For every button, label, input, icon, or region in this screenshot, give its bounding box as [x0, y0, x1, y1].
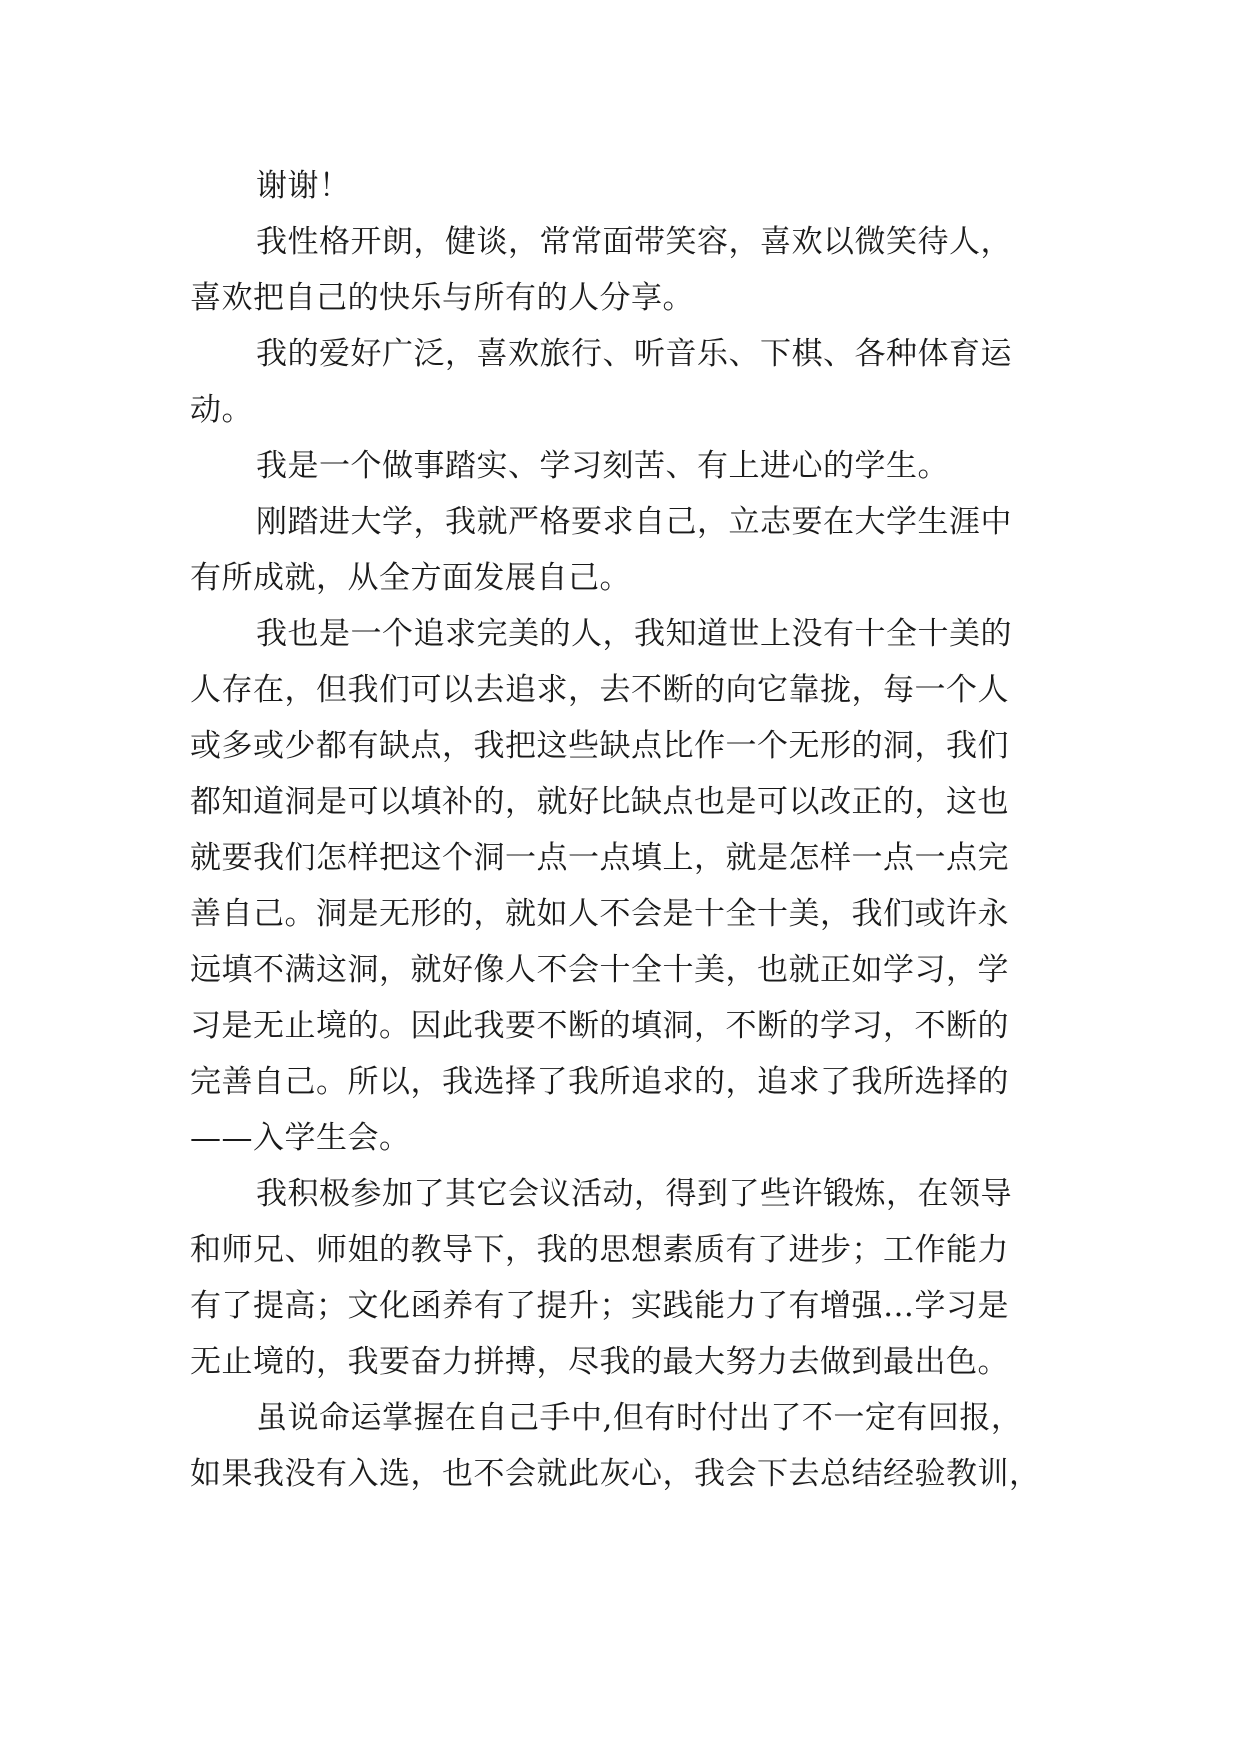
- text-line: 有所成就，从全方面发展自己。: [190, 560, 631, 596]
- paragraph-first-line: 我是一个做事踏实、学习刻苦、有上进心的学生。: [256, 448, 949, 484]
- document-body: [190, 158, 1065, 1502]
- paragraph-first-line: 我积极参加了其它会议活动，得到了些许锻炼，在领导: [256, 1176, 1012, 1212]
- paragraph-first-line: 刚踏进大学，我就严格要求自己，立志要在大学生涯中: [256, 504, 1012, 540]
- text-line: 就要我们怎样把这个洞一点一点填上，就是怎样一点一点完: [190, 840, 1009, 876]
- text-line: 远填不满这洞，就好像人不会十全十美，也就正如学习，学: [190, 952, 1009, 988]
- text-line: 有了提高；文化函养有了提升；实践能力了有增强…学习是: [190, 1288, 1009, 1324]
- text-line: 人存在，但我们可以去追求，去不断的向它靠拢，每一个人: [190, 672, 1009, 708]
- text-line: 和师兄、师姐的教导下，我的思想素质有了进步；工作能力: [190, 1232, 1009, 1268]
- text-line: 或多或少都有缺点，我把这些缺点比作一个无形的洞，我们: [190, 728, 1009, 764]
- paragraph-first-line: 我也是一个追求完美的人，我知道世上没有十全十美的: [256, 616, 1012, 652]
- paragraph-first-line: 我性格开朗，健谈，常常面带笑容，喜欢以微笑待人，: [256, 224, 1012, 260]
- text-line: 善自己。洞是无形的，就如人不会是十全十美，我们或许永: [190, 896, 1009, 932]
- text-line: 无止境的，我要奋力拼搏，尽我的最大努力去做到最出色。: [190, 1344, 1009, 1380]
- text-line: 习是无止境的。因此我要不断的填洞，不断的学习，不断的: [190, 1008, 1009, 1044]
- text-line: ——入学生会。: [190, 1120, 411, 1156]
- text-line: 完善自己。所以，我选择了我所追求的，追求了我所选择的: [190, 1064, 1009, 1100]
- text-line: 动。: [190, 392, 253, 428]
- paragraph-first-line: 虽说命运掌握在自己手中,但有时付出了不一定有回报，: [256, 1400, 1023, 1436]
- text-line: 喜欢把自己的快乐与所有的人分享。: [190, 280, 694, 316]
- paragraph-first-line: 我的爱好广泛，喜欢旅行、听音乐、下棋、各种体育运: [256, 336, 1012, 372]
- paragraph-first-line: 谢谢！: [256, 168, 351, 204]
- text-line: 如果我没有入选，也不会就此灰心，我会下去总结经验教训，: [190, 1456, 1041, 1492]
- text-line: 都知道洞是可以填补的，就好比缺点也是可以改正的，这也: [190, 784, 1009, 820]
